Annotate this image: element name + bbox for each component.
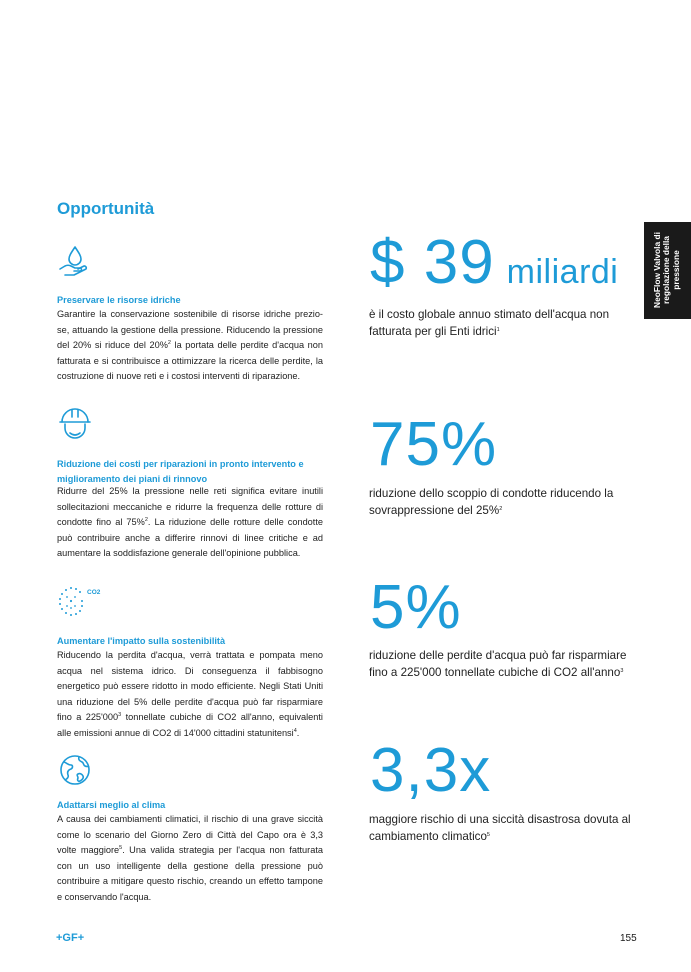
footnote-ref: 2	[167, 340, 171, 347]
hard-hat-worker-icon	[57, 405, 93, 441]
side-tab-label	[653, 222, 681, 318]
page-number: 155	[620, 933, 637, 944]
stat-description	[369, 307, 639, 340]
text-run: A causa dei cambiamenti climatici, il rischio di una grave siccità come lo scenario del Giorno Zero di Città del Capo ora è 3,3 volte maggiore	[57, 814, 323, 856]
text-run: riduzione dello scoppio di condotte riducendo la sovrappressione del 25%	[369, 487, 614, 517]
stat-description	[369, 648, 639, 681]
text-run: la portata delle perdite d'acqua non fatturata e si contribuisce a ottimizzare la ricerca delle perdite, la costruzione di nuove reti e i costosi interventi di riparazione.	[57, 340, 323, 382]
text-run: maggiore rischio di una siccità disastrosa dovuta al cambiamento climatico	[369, 813, 631, 843]
item-heading: Adattarsi meglio al clima	[57, 800, 166, 810]
item-heading: Preservare le risorse idriche	[57, 295, 181, 305]
stat-description	[369, 812, 639, 845]
item-body	[57, 812, 323, 906]
side-tab-line-1: NeoFlow Valvola di	[651, 232, 662, 308]
text-run: tonnellate cubiche di CO2 all'anno, equivalenti alle emissioni annue di CO2 di 14'000 cittadini statunitensi	[57, 712, 323, 738]
side-tab-line-2: regolazione della	[661, 236, 672, 304]
text-run: è il costo globale annuo stimato dell'acqua non fatturata per gli Enti idrici	[369, 308, 610, 338]
footnote-ref: 3	[118, 712, 122, 719]
footnote-ref: 2	[144, 517, 148, 524]
stat-value: 3,3x	[370, 736, 492, 805]
side-tab-line-3: pressione	[670, 250, 681, 290]
text-run: riduzione delle perdite d'acqua può far risparmiare fino a 225'000 tonnellate cubiche di CO2 all'anno	[369, 649, 627, 679]
gf-logo: +GF+	[56, 932, 85, 944]
text-run: Garantire la conservazione sostenibile di risorse idriche prezio-se, attuando la gestione della pressione. Riducendo la pressione del 20% si riduce del 20%	[57, 309, 323, 351]
co2-cloud-icon	[57, 585, 111, 621]
stat-value: 5%	[370, 573, 462, 642]
footnote-ref: 5	[486, 831, 490, 838]
section-title: Opportunità	[57, 199, 155, 218]
footnote-ref: 5	[119, 845, 123, 852]
water-drop-hand-icon	[57, 244, 93, 280]
text-run: Ridurre del 25% la pressione nelle reti significa evitare inutili sollecitazioni meccaniche e ridurre la frequenza delle rotture di condotte fino al 75%	[57, 486, 323, 528]
item-heading: Aumentare l'impatto sulla sostenibilità	[57, 636, 226, 646]
stat-value-number: $ 39	[370, 228, 495, 297]
stat-value	[370, 228, 619, 297]
side-tab	[644, 222, 691, 319]
stat-value: 75%	[370, 410, 498, 479]
footnote-ref: 2	[499, 505, 503, 512]
item-body	[57, 648, 323, 742]
footnote-ref: 3	[620, 667, 624, 674]
co2-label: CO2	[87, 589, 101, 596]
globe-icon	[57, 752, 93, 788]
item-body	[57, 484, 323, 562]
item-heading: Riduzione dei costi per riparazioni in pronto intervento e miglioramento dei piani di rinnovo	[57, 459, 304, 484]
text-run: .	[296, 727, 300, 738]
text-run: . Una valida strategia per l'acqua non fatturata con un uso intelligente della gestione della pressione può contribuire a mitigare questo rischio, creando un effetto tampone e conservando l'acqua.	[57, 845, 323, 902]
stat-unit: miliardi	[506, 253, 619, 291]
footnote-ref: 4	[293, 727, 297, 734]
footnote-ref: 1	[496, 326, 500, 333]
stat-description	[369, 486, 639, 519]
text-run: . La riduzione delle rotture delle condotte può contribuire anche a differire rinnovi di linee critiche e ad aumentare la soddisfazione generale dell'opinione pubblica.	[57, 517, 323, 559]
item-body	[57, 307, 323, 385]
text-run: Riducendo la perdita d'acqua, verrà trattata e pompata meno acqua nel sistema idrico. Di conseguenza il fabbisogno energetico può essere ridotto in modo efficiente. Negli Stati Uniti una riduzione del 5% delle perdite d'acqua può far risparmiare fino a 225'000	[57, 650, 323, 723]
